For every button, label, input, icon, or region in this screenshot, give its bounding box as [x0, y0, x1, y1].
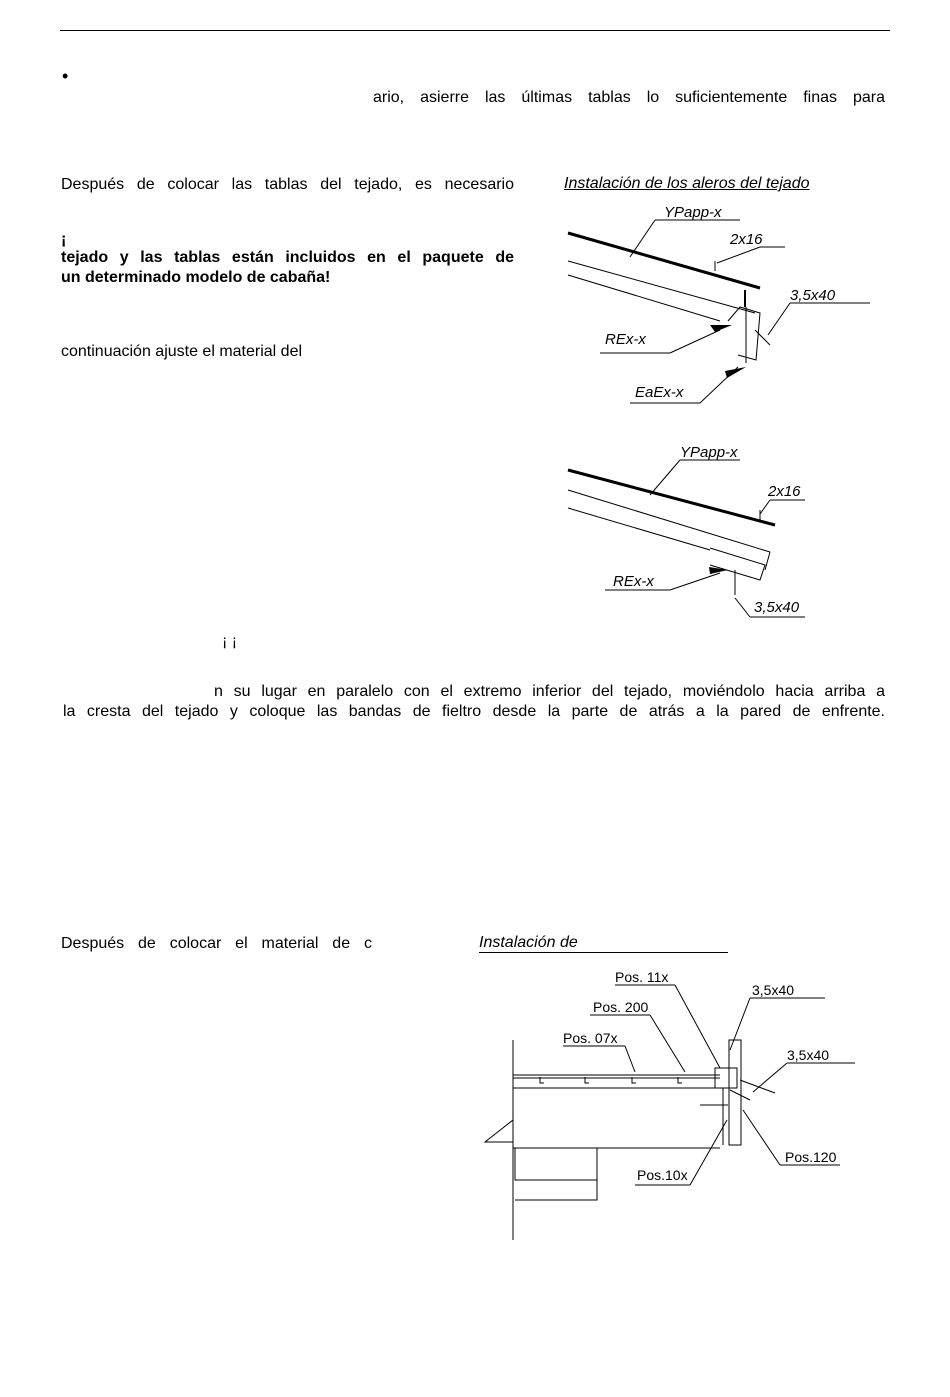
header-rule: [60, 30, 890, 31]
note-line-2: tejado y las tablas están incluidos en el paquete de: [61, 249, 514, 266]
paragraph-2-line: Después de colocar las tablas del tejado, es necesario: [61, 176, 514, 193]
fig3-pos120-label: Pos.120: [785, 1149, 837, 1165]
paragraph-4-line-2: la cresta del tejado y coloque las bandas de fieltro desde la parte de atrás a la pared de enfrente.: [63, 703, 885, 720]
fig1-rex-label: REx-x: [605, 331, 646, 348]
fig1-nail-2x16-label: 2x16: [730, 231, 763, 248]
note-line-3: un determinado modelo de cabaña!: [61, 269, 331, 286]
fig2-nail-2x16-label: 2x16: [768, 483, 801, 500]
fig2-nail-3-5x40-label: 3,5x40: [754, 599, 800, 616]
paragraph-4-line-1: n su lugar en paralelo con el extremo inferior del tejado, moviéndolo hacia arriba a: [214, 683, 885, 700]
figure-1-eave-drawing: [560, 195, 880, 410]
fig3-nail-top-label: 3,5x40: [752, 982, 795, 998]
figure-2-eave-drawing: [560, 440, 880, 625]
fig3-nail-right-label: 3,5x40: [787, 1047, 830, 1063]
fig1-eaex-label: EaEx-x: [635, 384, 684, 401]
figure-3-section-drawing: [475, 960, 855, 1250]
fig3-pos200-label: Pos. 200: [593, 999, 649, 1015]
figure-3-caption-underline: [479, 952, 728, 953]
stray-marks: ¡ ¡: [222, 633, 238, 650]
fig2-rex-label: REx-x: [613, 573, 654, 590]
fig1-nail-3-5x40-label: 3,5x40: [790, 287, 836, 304]
figure-1-caption: Instalación de los aleros del tejado: [564, 175, 810, 192]
note-mark: ¡: [61, 231, 67, 248]
paragraph-3-line: continuación ajuste el material del: [61, 343, 303, 360]
fig3-pos11-label: Pos. 11x: [615, 969, 669, 985]
fig3-pos07-label: Pos. 07x: [563, 1030, 618, 1046]
fig1-ypapp-label: YPapp-x: [664, 204, 722, 221]
paragraph-5-line: Después de colocar el material de c: [61, 935, 372, 952]
figure-3-caption: Instalación de: [479, 934, 578, 951]
fig3-pos10-label: Pos.10x: [637, 1167, 688, 1183]
fig2-ypapp-label: YPapp-x: [680, 444, 738, 461]
paragraph-1-line: ario, asierre las últimas tablas lo suficientemente finas para: [373, 89, 885, 106]
bullet: •: [62, 66, 69, 86]
